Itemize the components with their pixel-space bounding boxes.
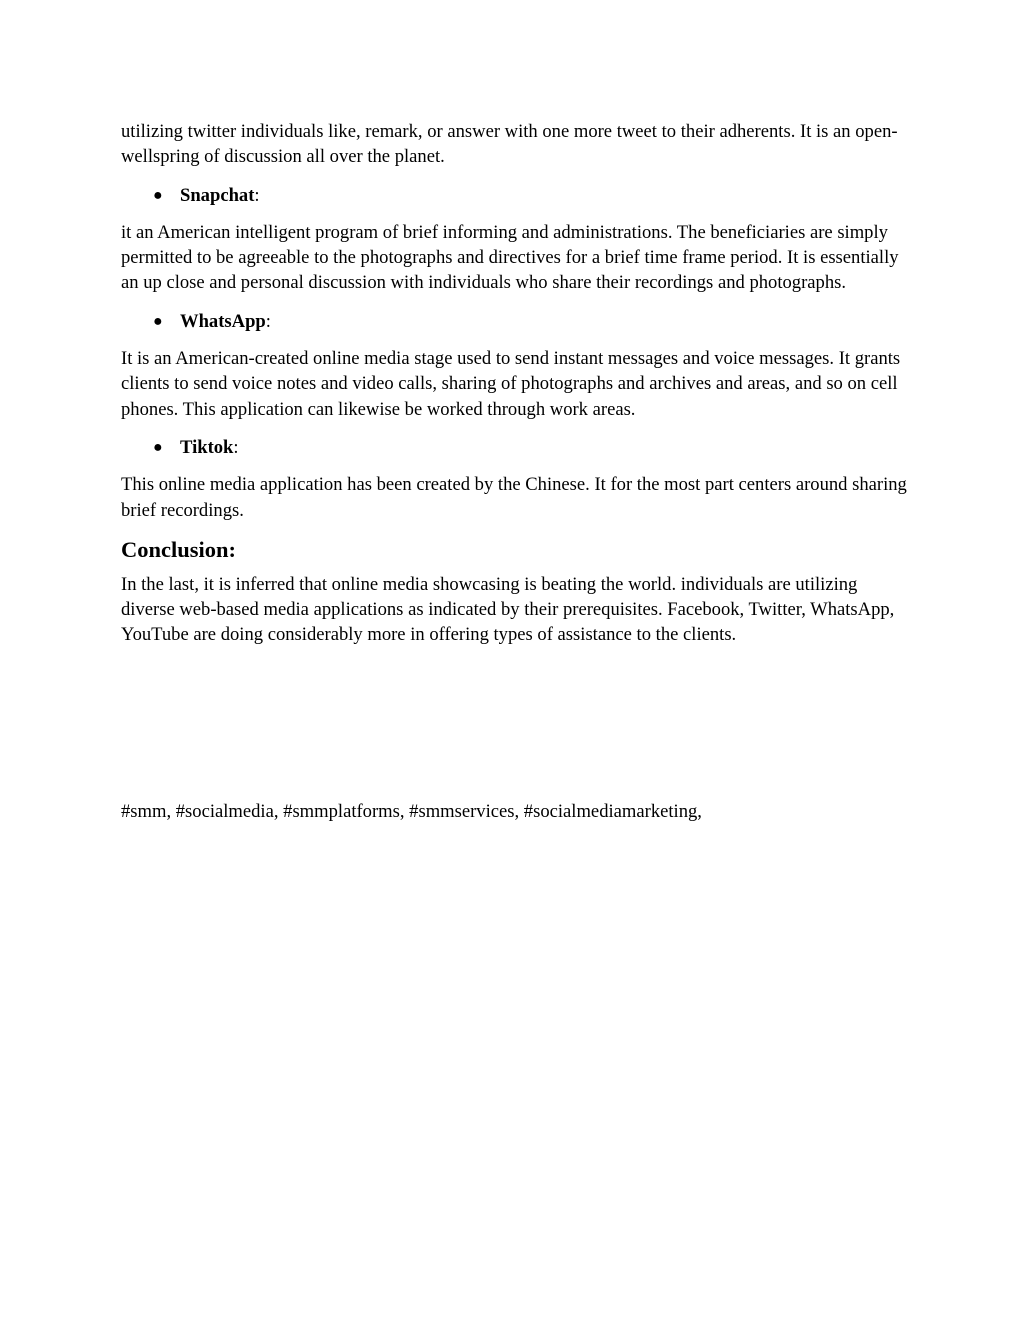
- snapchat-paragraph: it an American intelligent program of brief informing and administrations. The beneficiaries are simply permitted to be agreeable to the photographs and directives for a brief time frame period. It is essentially an up close and personal discussion with individuals who share their recordings and photographs.: [121, 221, 899, 294]
- bullet-title: Snapchat: [180, 184, 255, 206]
- bullet-colon: :: [233, 436, 239, 458]
- intro-paragraph: utilizing twitter individuals like, remark, or answer with one more tweet to their adherents. It is an open-wellspring of discussion all over the planet.: [121, 121, 898, 168]
- bullet-snapchat: [121, 183, 911, 208]
- document-body: [121, 119, 911, 648]
- bullet-dot-icon: ●: [153, 312, 163, 330]
- bullet-dot-icon: ●: [153, 186, 163, 204]
- bullet-dot-icon: ●: [153, 438, 163, 456]
- bullet-colon: :: [254, 184, 260, 206]
- bullet-title: WhatsApp: [180, 310, 266, 332]
- bullet-tiktok: [121, 435, 911, 460]
- bullet-whatsapp: [121, 309, 911, 334]
- conclusion-paragraph: In the last, it is inferred that online media showcasing is beating the world. individuals are utilizing diverse web-based media applications as indicated by their prerequisites. Facebook, Twitter, WhatsApp, YouTube are doing considerably more in offering types of assistance to the clients.: [121, 573, 895, 646]
- bullet-title: Tiktok: [180, 436, 234, 458]
- whatsapp-paragraph: It is an American-created online media stage used to send instant messages and voice messages. It grants clients to send voice notes and video calls, sharing of photographs and archives and areas, and so on cell phones. This application can likewise be worked through work areas.: [121, 348, 901, 420]
- tiktok-paragraph: This online media application has been created by the Chinese. It for the most part centers around sharing brief recordings.: [121, 474, 907, 521]
- bullet-colon: :: [265, 310, 271, 332]
- hashtags-line: #smm, #socialmedia, #smmplatforms, #smmservices, #socialmediamarketing,: [121, 801, 702, 822]
- conclusion-heading: Conclusion:: [121, 536, 237, 562]
